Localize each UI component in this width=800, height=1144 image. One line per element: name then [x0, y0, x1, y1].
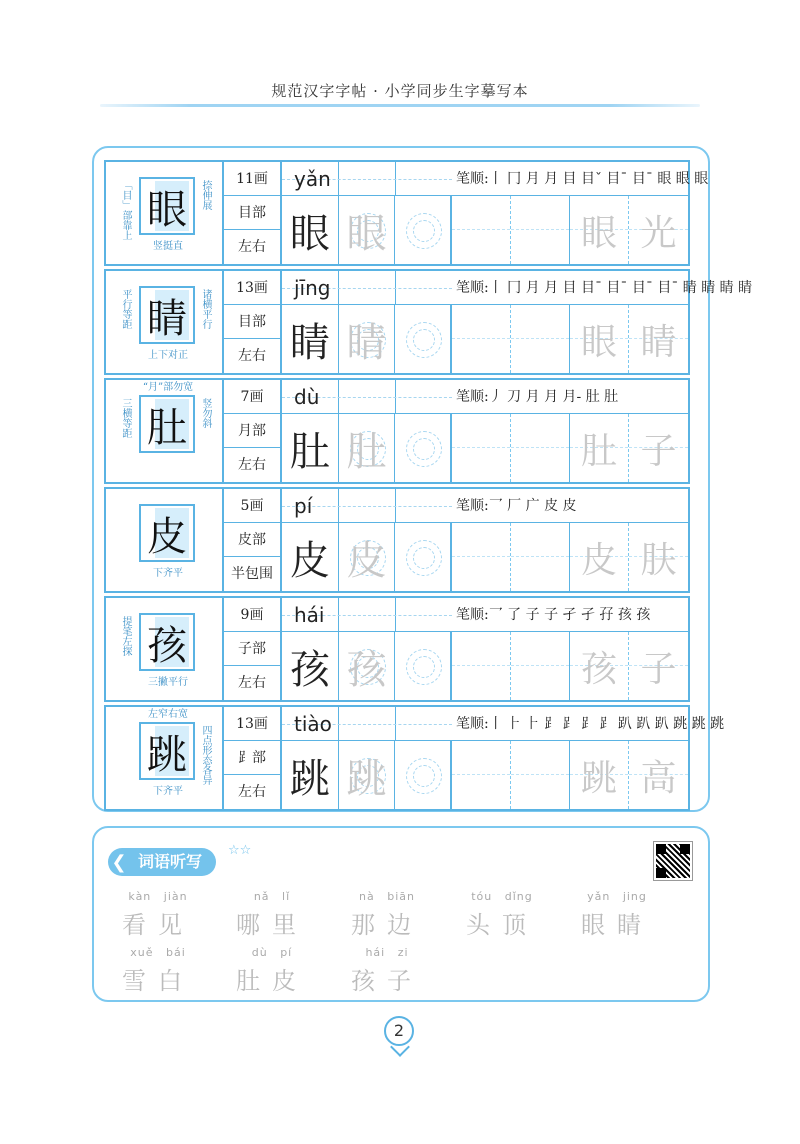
model-character: 皮 [289, 537, 330, 584]
blank-practice-cell[interactable] [395, 741, 452, 809]
practice-cell[interactable] [452, 305, 511, 373]
trace-character: 跳 [346, 755, 387, 802]
trace-character-cell[interactable] [339, 632, 396, 700]
structure: 左右 [238, 784, 266, 800]
word-trace-cell[interactable] [629, 196, 688, 264]
vocab-pinyin: dù pí [251, 946, 293, 959]
vocab-pinyin: yǎn jing [587, 890, 647, 903]
practice-cell[interactable] [452, 414, 511, 482]
word-trace-char: 睛 [640, 321, 677, 363]
word-trace-cell[interactable] [570, 741, 629, 809]
structure: 左右 [238, 675, 266, 691]
vocab-word [222, 946, 322, 996]
annotation-bottom: 竖挺直 [153, 241, 183, 252]
annotation-left: 「目」部靠上 [120, 180, 131, 240]
practice-cell[interactable] [511, 196, 570, 264]
word-trace-char: 眼 [580, 321, 617, 363]
practice-grid [452, 414, 688, 482]
practice-cell[interactable] [452, 196, 511, 264]
demo-grid [139, 722, 195, 780]
stroke-order-label: 笔顺: [456, 171, 489, 187]
word-trace-cell[interactable] [629, 632, 688, 700]
vocab-characters: 看见 [122, 911, 194, 939]
character-demo [106, 380, 224, 482]
blank-practice-cell[interactable] [395, 523, 452, 591]
structure: 左右 [238, 457, 266, 473]
word-trace-cell[interactable] [570, 523, 629, 591]
radical: 月部 [224, 414, 280, 448]
word-trace-cell[interactable] [570, 196, 629, 264]
annotation-bottom: 下齐平 [153, 786, 183, 797]
stroke-order-sequence: 丿 刀 月 月 月- 肚 肚 [488, 389, 619, 405]
stroke-order-sequence: 丨 ⺊ ⺊ ⻊ ⻊ ⻊ ⻊ 趴 趴 趴 跳 跳 跳 [488, 716, 725, 732]
demo-grid [139, 177, 195, 235]
vocab-pinyin: nǎ lǐ [253, 890, 291, 903]
vocab-characters: 哪里 [236, 911, 308, 939]
pinyin: dù [294, 385, 320, 409]
model-character-cell [282, 196, 339, 264]
model-character: 跳 [289, 755, 330, 802]
practice-cell[interactable] [511, 632, 570, 700]
pinyin-line [282, 162, 452, 196]
word-trace-char: 孩 [580, 648, 617, 690]
practice-grid [452, 632, 688, 700]
word-trace-char: 子 [640, 430, 677, 472]
trace-character: 眼 [346, 210, 387, 257]
character-row [104, 487, 690, 593]
vocab-pinyin: hái zi [365, 946, 409, 959]
practice-grid [452, 305, 688, 373]
word-trace-cell[interactable] [570, 632, 629, 700]
character-info [224, 162, 282, 264]
trace-character: 睛 [346, 319, 387, 366]
pinyin: yǎn [294, 167, 331, 191]
pinyin: pí [294, 494, 313, 518]
model-character: 睛 [289, 319, 330, 366]
demo-character: 跳 [147, 731, 187, 778]
structure: 左右 [238, 348, 266, 364]
trace-character: 肚 [346, 428, 387, 475]
trace-cells [282, 741, 452, 809]
model-character: 眼 [289, 210, 330, 257]
annotation-bottom: 三撇平行 [148, 677, 188, 688]
demo-character: 眼 [147, 186, 187, 233]
trace-character-cell[interactable] [339, 414, 396, 482]
character-demo [106, 707, 224, 809]
character-row [104, 596, 690, 702]
demo-character: 孩 [147, 622, 187, 669]
character-row [104, 705, 725, 811]
practice-cell[interactable] [511, 305, 570, 373]
stroke-order-sequence: 乛 了 子 子 孑 孑 孖 孩 孩 [488, 607, 651, 623]
qr-code-icon[interactable] [654, 842, 692, 880]
vocab-pinyin: kàn jiàn [128, 890, 188, 903]
annotation-right: 四点形态各异 [200, 725, 211, 785]
stroke-order-sequence: 丨 冂 月 月 目 目ˉ 目ˉ 目ˉ 目ˉ 睛 睛 睛 睛 [488, 280, 753, 296]
annotation-bottom: 下齐平 [153, 568, 183, 579]
word-trace-char: 光 [640, 212, 677, 254]
word-trace-char: 高 [640, 757, 677, 799]
stroke-order-label: 笔顺: [456, 389, 489, 405]
demo-character: 肚 [147, 404, 187, 451]
annotation-top: “月”部勿宽 [142, 382, 194, 393]
character-row [104, 378, 690, 484]
stroke-count: 13画 [224, 271, 280, 305]
demo-grid [139, 504, 195, 562]
trace-character: 皮 [346, 537, 387, 584]
demo-grid [139, 286, 195, 344]
word-trace-cell[interactable] [629, 741, 688, 809]
radical: 目部 [224, 196, 280, 230]
vocab-word [452, 890, 552, 940]
trace-character: 孩 [346, 646, 387, 693]
annotation-left: 三横等距 [120, 398, 131, 438]
stroke-order-label: 笔顺: [456, 498, 489, 514]
radical: 目部 [224, 305, 280, 339]
pinyin-line [282, 707, 452, 741]
character-demo [106, 489, 224, 591]
stroke-count: 9画 [224, 598, 280, 632]
pinyin-line [282, 489, 452, 523]
demo-character: 睛 [147, 295, 187, 342]
model-character-cell [282, 305, 339, 373]
annotation-right: 诸横平行 [200, 289, 211, 329]
stroke-count: 5画 [224, 489, 280, 523]
word-trace-char: 皮 [580, 539, 617, 581]
pinyin-line [282, 271, 452, 305]
model-character-cell [282, 523, 339, 591]
annotation-right: 竖勿斜 [200, 398, 211, 428]
stroke-order-sequence: 丨 冂 月 月 目 目ˇ 目ˉ 目ˉ 眼 眼 眼 [488, 171, 709, 187]
character-demo [106, 598, 224, 700]
word-trace-cell[interactable] [570, 305, 629, 373]
practice-cell[interactable] [452, 632, 511, 700]
radical: 皮部 [224, 523, 280, 557]
practice-grid [452, 523, 688, 591]
model-character: 孩 [289, 646, 330, 693]
model-character-cell [282, 414, 339, 482]
radical: 子部 [224, 632, 280, 666]
vocab-pinyin: nà biān [359, 890, 415, 903]
character-info [224, 271, 282, 373]
character-demo [106, 162, 224, 264]
demo-character: 皮 [147, 513, 187, 560]
radical: ⻊部 [224, 741, 280, 775]
stroke-order [452, 598, 688, 632]
vocab-characters: 肚皮 [236, 967, 308, 995]
model-character-cell [282, 741, 339, 809]
vocab-characters: 那边 [351, 911, 423, 939]
stroke-order [452, 707, 725, 741]
character-row [104, 160, 709, 266]
pinyin: hái [294, 603, 325, 627]
stroke-order [452, 162, 709, 196]
practice-grid [452, 741, 688, 809]
annotation-top: 左窄右宽 [148, 709, 188, 720]
character-info [224, 707, 282, 809]
blank-practice-cell[interactable] [395, 196, 452, 264]
practice-cell[interactable] [452, 523, 511, 591]
annotation-bottom: 上下对正 [148, 350, 188, 361]
trace-character-cell[interactable] [339, 305, 396, 373]
blank-practice-cell[interactable] [395, 305, 452, 373]
word-trace-cell[interactable] [629, 305, 688, 373]
trace-cells [282, 196, 452, 264]
vocab-title: 词语听写 [108, 848, 216, 876]
annotation-left: 平行等距 [120, 289, 131, 329]
vocab-characters: 眼睛 [581, 911, 653, 939]
practice-grid [452, 196, 688, 264]
vocab-characters: 雪白 [122, 967, 194, 995]
annotation-left: 提笔左探 [120, 616, 131, 656]
pinyin: tiào [294, 712, 332, 736]
trace-character-cell[interactable] [339, 196, 396, 264]
stroke-count: 7画 [224, 380, 280, 414]
page-number: 2 [384, 1016, 414, 1046]
vocab-pinyin: tóu dǐng [471, 890, 533, 903]
character-info [224, 598, 282, 700]
practice-cell[interactable] [452, 741, 511, 809]
model-character: 肚 [289, 428, 330, 475]
character-demo [106, 271, 224, 373]
blank-practice-cell[interactable] [395, 414, 452, 482]
demo-grid [139, 613, 195, 671]
model-character-cell [282, 632, 339, 700]
word-trace-char: 跳 [580, 757, 617, 799]
word-trace-char: 眼 [580, 212, 617, 254]
stroke-order-sequence: 乛 厂 广 皮 皮 [488, 498, 577, 514]
vocab-word [108, 890, 208, 940]
vocab-word [337, 946, 437, 996]
pinyin: jīng [294, 276, 331, 300]
vocab-word [567, 890, 667, 940]
word-trace-cell[interactable] [629, 414, 688, 482]
stroke-order [452, 489, 688, 523]
annotation-right: 捺伸展 [200, 180, 211, 210]
page-header: 规范汉字字帖 · 小学同步生字摹写本 [271, 82, 529, 100]
pinyin-line [282, 598, 452, 632]
vocab-word [222, 890, 322, 940]
demo-grid [139, 395, 195, 453]
word-trace-char: 子 [640, 648, 677, 690]
practice-cell[interactable] [511, 523, 570, 591]
word-trace-cell[interactable] [629, 523, 688, 591]
trace-cells [282, 414, 452, 482]
word-trace-char: 肚 [580, 430, 617, 472]
practice-cell[interactable] [511, 414, 570, 482]
stroke-count: 13画 [224, 707, 280, 741]
blank-practice-cell[interactable] [395, 632, 452, 700]
character-info [224, 489, 282, 591]
stroke-order [452, 380, 688, 414]
trace-cells [282, 632, 452, 700]
trace-cells [282, 523, 452, 591]
stroke-order-label: 笔顺: [456, 280, 489, 296]
vocab-characters: 孩子 [351, 967, 423, 995]
trace-character-cell[interactable] [339, 523, 396, 591]
practice-cell[interactable] [511, 741, 570, 809]
trace-cells [282, 305, 452, 373]
chevron-left-icon: ❮ [111, 851, 127, 873]
stroke-order-label: 笔顺: [456, 607, 489, 623]
stroke-order-label: 笔顺: [456, 716, 489, 732]
structure: 左右 [238, 239, 266, 255]
stroke-count: 11画 [224, 162, 280, 196]
trace-character-cell[interactable] [339, 741, 396, 809]
pinyin-line [282, 380, 452, 414]
word-trace-cell[interactable] [570, 414, 629, 482]
stroke-order [452, 271, 753, 305]
vocab-word [337, 890, 437, 940]
word-trace-char: 肤 [640, 539, 677, 581]
structure: 半包围 [231, 566, 273, 582]
star-icon: ☆☆ [228, 843, 252, 858]
vocab-word [108, 946, 208, 996]
character-info [224, 380, 282, 482]
header-rule [100, 104, 700, 107]
vocab-characters: 头顶 [466, 911, 538, 939]
vocab-pinyin: xuě bái [130, 946, 186, 959]
character-row [104, 269, 753, 375]
